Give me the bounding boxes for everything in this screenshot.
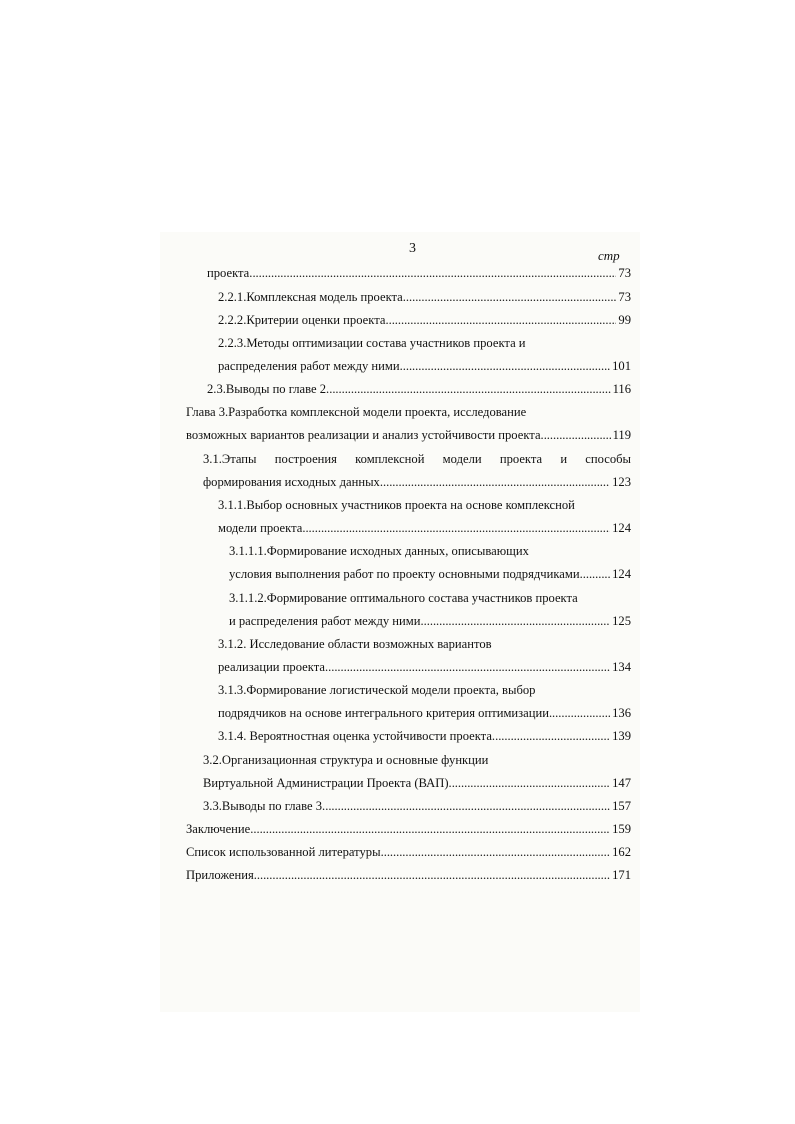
toc-entry: 2.3.Выводы по главе 2. . . . 116 <box>207 382 631 400</box>
handwritten-note: стр <box>598 248 620 263</box>
toc-entry: 2.2.2.Критерии оценки проекта. . . . 99 <box>218 313 631 331</box>
toc-entry: и распределения работ между ними. . . . 125 <box>229 614 631 632</box>
toc-entry: условия выполнения работ по проекту основными подрядчиками. . . . 124 <box>229 567 631 585</box>
toc-entry: Глава 3.Разработка комплексной модели проекта, исследование <box>186 405 527 419</box>
toc-entry: 3.1.1.2.Формирование оптимального состава участников проекта <box>229 591 578 605</box>
toc-entry: распределения работ между ними. . . . 101 <box>218 359 631 377</box>
toc-entry-justified: 3.1.Этапы построения комплексной модели проекта и способы <box>203 452 631 466</box>
page-number: 3 <box>409 241 416 256</box>
toc-entry: подрядчиков на основе интегрального критерия оптимизации . . . 136 <box>218 706 631 724</box>
toc-entry: 3.2.Организационная структура и основные функции <box>203 753 489 767</box>
toc-entry: проекта. . . . 73 <box>207 266 631 284</box>
toc-entry: 3.1.1.1.Формирование исходных данных, описывающих <box>229 544 529 558</box>
toc-entry: Заключение. . . . 159 <box>186 822 631 840</box>
toc-entry: 3.1.3.Формирование логистической модели проекта, выбор <box>218 683 536 697</box>
toc-entry: 3.1.4. Вероятностная оценка устойчивости проекта. . . . 139 <box>218 729 631 747</box>
toc-entry: Список использованной литературы. . . . 162 <box>186 845 631 863</box>
toc-entry: Приложения . . . 171 <box>186 868 631 886</box>
toc-entry: 2.2.1.Комплексная модель проекта. . . . 73 <box>218 290 631 308</box>
toc-entry: 3.1.1.Выбор основных участников проекта на основе комплексной <box>218 498 575 512</box>
toc-entry: формирования исходных данных. . . . 123 <box>203 475 631 493</box>
toc-entry: Виртуальной Администрации Проекта (ВАП). . . . 147 <box>203 776 631 794</box>
toc-entry: 3.1.2. Исследование области возможных вариантов <box>218 637 492 651</box>
toc-entry: 3.3.Выводы по главе 3. . . . 157 <box>203 799 631 817</box>
toc-entry: возможных вариантов реализации и анализ устойчивости проекта. . . . 119 <box>186 428 631 446</box>
toc-entry: 2.2.3.Методы оптимизации состава участников проекта и <box>218 336 526 350</box>
toc-entry: модели проекта . . . 124 <box>218 521 631 539</box>
toc-entry: реализации проекта. . . . 134 <box>218 660 631 678</box>
